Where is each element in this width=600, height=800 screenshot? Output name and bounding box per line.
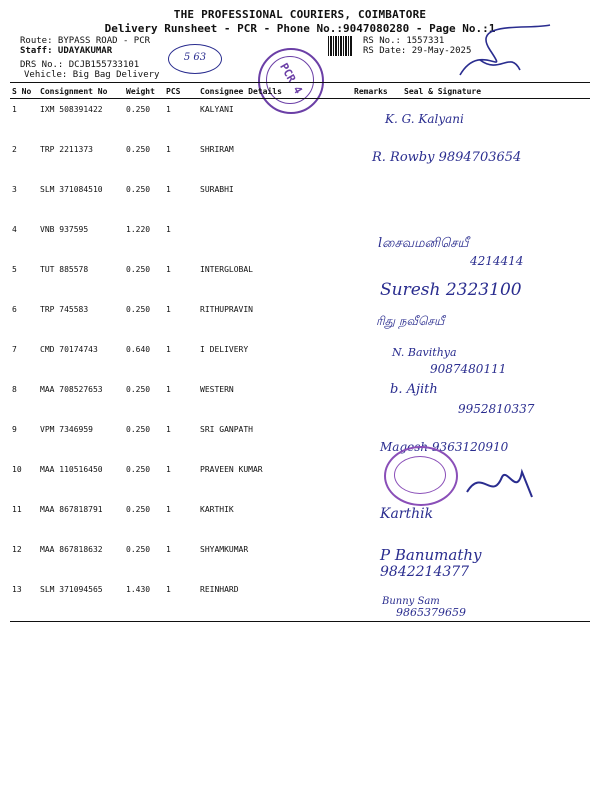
signature-row-8b: 9952810337 [458,402,535,416]
rs-date: RS Date: 29-May-2025 [363,46,472,56]
signature-row-9: Magesh 9363120910 [380,440,509,454]
cell-sno: 6 [12,305,17,314]
table-row [10,99,590,140]
cell-sno: 13 [10,579,38,622]
cell-weight: 0.250 [126,545,151,554]
cell-pcs: 1 [166,105,171,114]
cell-remarks [352,339,402,379]
cell-pcs: 1 [166,545,171,554]
cell-pcs: 1 [166,265,171,274]
cell-weight: 0.250 [126,305,151,314]
cell-consignment: IXM 508391422 [40,105,103,114]
cell-sno: 5 [12,265,17,274]
top-signature [450,20,560,90]
signature-row-11: Karthik [380,506,434,522]
cell-consignee [198,219,352,259]
cell-pcs: 1 [164,579,198,622]
cell-pcs: 1 [166,185,171,194]
signature-row-6: ரிது நவீசெயீ [376,314,445,328]
cell-weight: 1.220 [126,225,151,234]
signature-row-12b: 9842214377 [380,564,470,580]
cell-consignment: VNB 937595 [40,225,89,234]
cell-sno: 8 [12,385,17,394]
vehicle-label: Vehicle: Big Bag Delivery [24,70,160,80]
cell-weight: 0.250 [126,505,151,514]
cell-weight: 0.250 [126,385,151,394]
cell-consignment: CMD 70174743 [40,345,98,354]
company-seal [384,446,458,506]
col-consignee: Consignee Details [198,83,352,99]
cell-consignment: MAA 110516450 [40,465,103,474]
cell-sno: 11 [12,505,22,514]
col-sno: S No [10,83,38,99]
table-row [10,539,590,579]
cell-sno: 10 [12,465,22,474]
signature-row-4b: 4214414 [470,254,524,268]
table-row [10,299,590,339]
cell-pcs: 1 [166,225,171,234]
cell-sno: 12 [12,545,22,554]
table-row [10,579,590,622]
stamp-text: PCR 4 [277,60,305,97]
cell-weight: 1.430 [124,579,164,622]
table-row [10,499,590,539]
cell-consignee: SURABHI [200,185,234,194]
staff-label: Staff: UDAYAKUMAR [20,46,113,56]
cell-remarks [352,179,402,219]
cell-sno: 2 [12,145,17,154]
cell-weight: 0.250 [126,105,151,114]
cell-sno: 7 [12,345,17,354]
cell-sno: 1 [12,105,17,114]
cell-consignment: VPM 7346959 [40,425,93,434]
signature-row-1: K. G. Kalyani [385,112,464,126]
cell-consignment: TRP 2211373 [40,145,93,154]
cell-weight: 0.250 [126,425,151,434]
rs-number: RS No.: 1557331 [363,36,445,46]
cell-weight: 0.250 [126,145,151,154]
col-consignment: Consignment No [38,83,124,99]
signature-row-12a: P Banumathy [380,546,482,564]
table-row [10,179,590,219]
cell-sno: 9 [12,425,17,434]
table-header-row [10,83,590,99]
cell-sno: 4 [12,225,17,234]
signature-row-2: R. Rowby 9894703654 [372,150,522,165]
cell-pcs: 1 [166,425,171,434]
signature-row-10 [462,462,542,502]
cell-consignee: KALYANI [200,105,234,114]
cell-consignee: PRAVEEN KUMAR [200,465,263,474]
signature-row-4a: lசைவமனிசெயீ [378,236,469,251]
signature-row-7a: N. Bavithya [392,346,457,359]
cell-consignee: I DELIVERY [200,345,249,354]
cell-consignment: TUT 885578 [40,265,89,274]
cell-consignee: SHYAMKUMAR [200,545,249,554]
cell-consignment: MAA 867818791 [40,505,103,514]
cell-pcs: 1 [166,505,171,514]
signature-row-13b: 9865379659 [396,606,466,619]
runsheet-subtitle: Delivery Runsheet - PCR - Phone No.:9047080280 - Page No.:1 [104,22,496,35]
company-title: THE PROFESSIONAL COURIERS, COIMBATORE [173,8,427,21]
barcode [328,36,352,56]
cell-consignment: TRP 745583 [40,305,89,314]
cell-pcs: 1 [166,385,171,394]
route-label: Route: BYPASS ROAD - PCR [20,36,151,46]
drs-number: DRS No.: DCJB155733101 [20,60,140,70]
col-remarks: Remarks [352,83,402,99]
table-row [10,219,590,259]
col-weight: Weight [124,83,164,99]
cell-consignee: WESTERN [200,385,234,394]
signature-row-8a: b. Ajith [390,382,438,397]
cell-pcs: 1 [166,305,171,314]
cell-weight: 0.250 [126,185,151,194]
cell-consignment: SLM 371094565 [38,579,124,622]
cell-consignee: SHRIRAM [200,145,234,154]
cell-sno: 3 [12,185,17,194]
cell-consignee: SRI GANPATH [200,425,253,434]
circled-count-annotation: 5 63 [168,44,222,74]
cell-consignment: MAA 867818632 [40,545,103,554]
cell-consignee: INTERGLOBAL [200,265,253,274]
cell-pcs: 1 [166,145,171,154]
cell-consignee: RITHUPRAVIN [200,305,253,314]
cell-signature [402,179,590,219]
cell-consignment: MAA 708527653 [40,385,103,394]
cell-weight: 0.250 [126,465,151,474]
signature-row-13a: Bunny Sam [382,596,440,607]
cell-consignee: KARTHIK [200,505,234,514]
cell-consignment: SLM 371084510 [40,185,103,194]
signature-row-5: Suresh 2323100 [380,280,522,300]
col-pcs: PCS [164,83,198,99]
cell-weight: 0.640 [126,345,151,354]
cell-pcs: 1 [166,465,171,474]
cell-consignee: REINHARD [198,579,352,622]
signature-row-7b: 9087480111 [430,362,507,376]
cell-weight: 0.250 [126,265,151,274]
cell-pcs: 1 [166,345,171,354]
col-signature: Seal & Signature [402,83,590,99]
